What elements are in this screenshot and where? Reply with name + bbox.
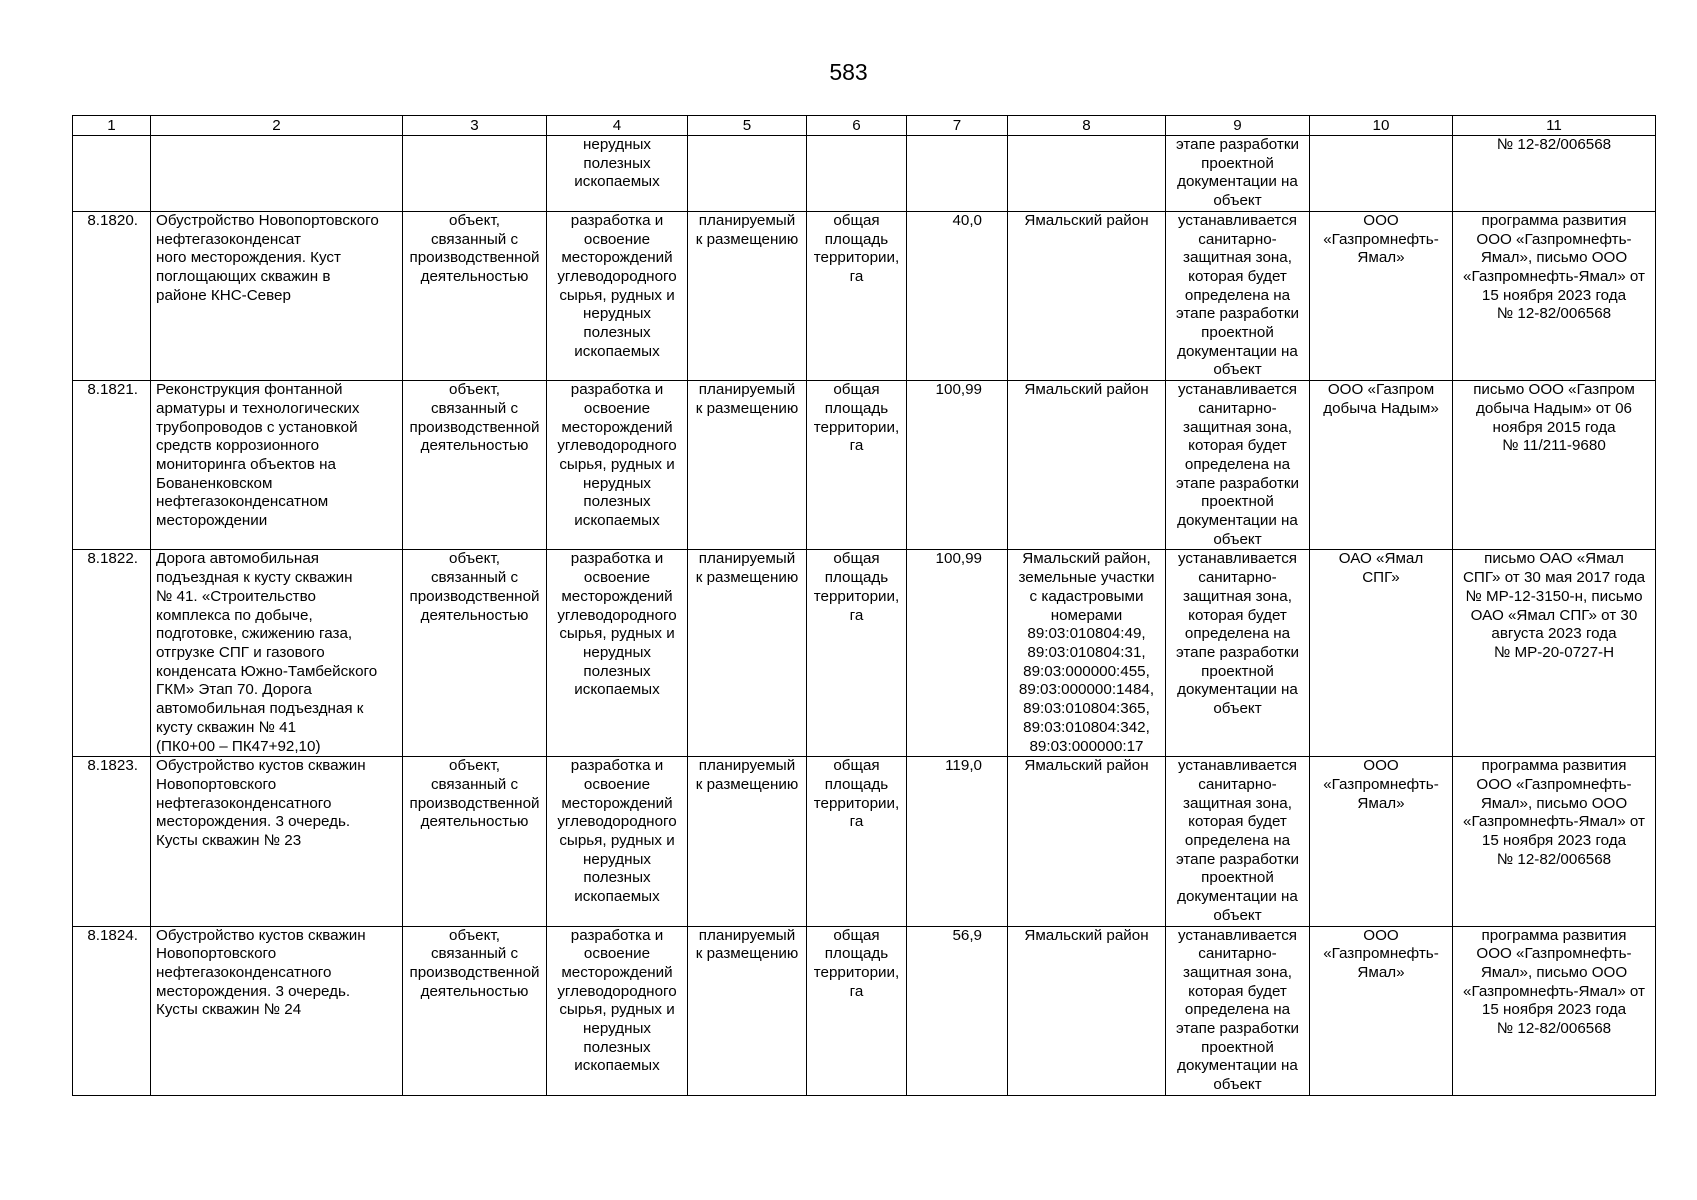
- cell-name: Обустройство Новопортовского нефтегазоконденсат ного месторождения. Куст поглощающих скважин в районе КНС-Север: [151, 211, 403, 380]
- cell-num: 8.1823.: [73, 757, 151, 926]
- table-header-row: [73, 116, 1656, 136]
- cell-owner: ООО «Газпромнефть- Ямал»: [1310, 211, 1453, 380]
- column-header: 3: [403, 116, 547, 136]
- cell-owner: [1310, 136, 1453, 212]
- cell-name: Дорога автомобильная подъездная к кусту скважин № 41. «Строительство комплекса по добыче, подготовке, сжижению газа, отгрузке СПГ и газового конденсата Южно-Тамбейского ГКМ» Этап 70. Дорога автомобильная подъездная к кусту скважин № 41 (ПК0+00 – ПК47+92,10): [151, 550, 403, 757]
- cell-name: Обустройство кустов скважин Новопортовского нефтегазоконденсатного месторождения. 3 очередь. Кусты скважин № 24: [151, 926, 403, 1095]
- cell-basis: программа развития ООО «Газпромнефть- Ямал», письмо ООО «Газпромнефть-Ямал» от 15 ноября 2023 года № 12-82/006568: [1453, 926, 1656, 1095]
- cell-owner: ООО «Газпромнефть- Ямал»: [1310, 926, 1453, 1095]
- cell-location: Ямальский район: [1008, 381, 1166, 550]
- cell-status: [688, 136, 807, 212]
- column-header: 1: [73, 116, 151, 136]
- cell-zone: устанавливается санитарно- защитная зона, которая будет определена на этапе разработки проектной документации на объект: [1166, 550, 1310, 757]
- cell-num: 8.1824.: [73, 926, 151, 1095]
- column-header: 6: [807, 116, 907, 136]
- continuation-row: [73, 136, 1656, 212]
- column-header: 11: [1453, 116, 1656, 136]
- cell-characteristic: общая площадь территории, га: [807, 381, 907, 550]
- cell-type: объект, связанный с производственной деятельностью: [403, 757, 547, 926]
- cell-type: объект, связанный с производственной деятельностью: [403, 550, 547, 757]
- column-header: 2: [151, 116, 403, 136]
- cell-purpose: разработка и освоение месторождений углеводородного сырья, рудных и нерудных полезных ископаемых: [547, 211, 688, 380]
- cell-value: 119,0: [907, 757, 1008, 926]
- cell-location: Ямальский район, земельные участки с кадастровыми номерами 89:03:010804:49, 89:03:010804:31, 89:03:000000:455, 89:03:000000:1484, 89:03:010804:365, 89:03:010804:342, 89:03:000000:17: [1008, 550, 1166, 757]
- cell-name: Обустройство кустов скважин Новопортовского нефтегазоконденсатного месторождения. 3 очередь. Кусты скважин № 23: [151, 757, 403, 926]
- cell-location: [1008, 136, 1166, 212]
- table-row: [73, 757, 1656, 926]
- cell-basis: программа развития ООО «Газпромнефть- Ямал», письмо ООО «Газпромнефть-Ямал» от 15 ноября 2023 года № 12-82/006568: [1453, 211, 1656, 380]
- cell-zone: устанавливается санитарно- защитная зона, которая будет определена на этапе разработки проектной документации на объект: [1166, 211, 1310, 380]
- cell-zone: этапе разработки проектной документации на объект: [1166, 136, 1310, 212]
- cell-basis: № 12-82/006568: [1453, 136, 1656, 212]
- cell-type: объект, связанный с производственной деятельностью: [403, 926, 547, 1095]
- cell-basis: письмо ОАО «Ямал СПГ» от 30 мая 2017 года № МР-12-3150-н, письмо ОАО «Ямал СПГ» от 30 августа 2023 года № МР-20-0727-Н: [1453, 550, 1656, 757]
- column-header: 10: [1310, 116, 1453, 136]
- cell-num: 8.1822.: [73, 550, 151, 757]
- cell-owner: ОАО «Ямал СПГ»: [1310, 550, 1453, 757]
- cell-purpose: разработка и освоение месторождений углеводородного сырья, рудных и нерудных полезных ископаемых: [547, 926, 688, 1095]
- objects-table: [72, 115, 1656, 1096]
- column-header: 8: [1008, 116, 1166, 136]
- cell-characteristic: общая площадь территории, га: [807, 757, 907, 926]
- cell-location: Ямальский район: [1008, 757, 1166, 926]
- table-row: [73, 550, 1656, 757]
- cell-value: [907, 136, 1008, 212]
- cell-purpose: нерудных полезных ископаемых: [547, 136, 688, 212]
- cell-status: планируемый к размещению: [688, 926, 807, 1095]
- column-header: 9: [1166, 116, 1310, 136]
- cell-value: 40,0: [907, 211, 1008, 380]
- cell-characteristic: общая площадь территории, га: [807, 211, 907, 380]
- cell-num: 8.1820.: [73, 211, 151, 380]
- cell-purpose: разработка и освоение месторождений углеводородного сырья, рудных и нерудных полезных ископаемых: [547, 757, 688, 926]
- cell-value: 56,9: [907, 926, 1008, 1095]
- cell-type: объект, связанный с производственной деятельностью: [403, 381, 547, 550]
- cell-location: Ямальский район: [1008, 926, 1166, 1095]
- page-number: 583: [829, 59, 868, 85]
- cell-purpose: разработка и освоение месторождений углеводородного сырья, рудных и нерудных полезных ископаемых: [547, 550, 688, 757]
- table-row: [73, 381, 1656, 550]
- cell-value: 100,99: [907, 550, 1008, 757]
- cell-basis: письмо ООО «Газпром добыча Надым» от 06 ноября 2015 года № 11/211-9680: [1453, 381, 1656, 550]
- cell-characteristic: общая площадь территории, га: [807, 926, 907, 1095]
- cell-num: 8.1821.: [73, 381, 151, 550]
- cell-status: планируемый к размещению: [688, 381, 807, 550]
- cell-zone: устанавливается санитарно- защитная зона, которая будет определена на этапе разработки проектной документации на объект: [1166, 381, 1310, 550]
- column-header: 5: [688, 116, 807, 136]
- cell-status: планируемый к размещению: [688, 757, 807, 926]
- cell-characteristic: общая площадь территории, га: [807, 550, 907, 757]
- table-row: [73, 211, 1656, 380]
- cell-owner: ООО «Газпром добыча Надым»: [1310, 381, 1453, 550]
- cell-zone: устанавливается санитарно- защитная зона, которая будет определена на этапе разработки проектной документации на объект: [1166, 926, 1310, 1095]
- cell-value: 100,99: [907, 381, 1008, 550]
- cell-zone: устанавливается санитарно- защитная зона, которая будет определена на этапе разработки проектной документации на объект: [1166, 757, 1310, 926]
- table-row: [73, 926, 1656, 1095]
- cell-status: планируемый к размещению: [688, 211, 807, 380]
- cell-owner: ООО «Газпромнефть- Ямал»: [1310, 757, 1453, 926]
- cell-characteristic: [807, 136, 907, 212]
- cell-basis: программа развития ООО «Газпромнефть- Ямал», письмо ООО «Газпромнефть-Ямал» от 15 ноября 2023 года № 12-82/006568: [1453, 757, 1656, 926]
- cell-num: [73, 136, 151, 212]
- cell-type: объект, связанный с производственной деятельностью: [403, 211, 547, 380]
- column-header: 7: [907, 116, 1008, 136]
- cell-name: [151, 136, 403, 212]
- cell-location: Ямальский район: [1008, 211, 1166, 380]
- cell-status: планируемый к размещению: [688, 550, 807, 757]
- cell-name: Реконструкция фонтанной арматуры и технологических трубопроводов с установкой средств коррозионного мониторинга объектов на Бованенковском нефтегазоконденсатном месторождении: [151, 381, 403, 550]
- column-header: 4: [547, 116, 688, 136]
- cell-purpose: разработка и освоение месторождений углеводородного сырья, рудных и нерудных полезных ископаемых: [547, 381, 688, 550]
- cell-type: [403, 136, 547, 212]
